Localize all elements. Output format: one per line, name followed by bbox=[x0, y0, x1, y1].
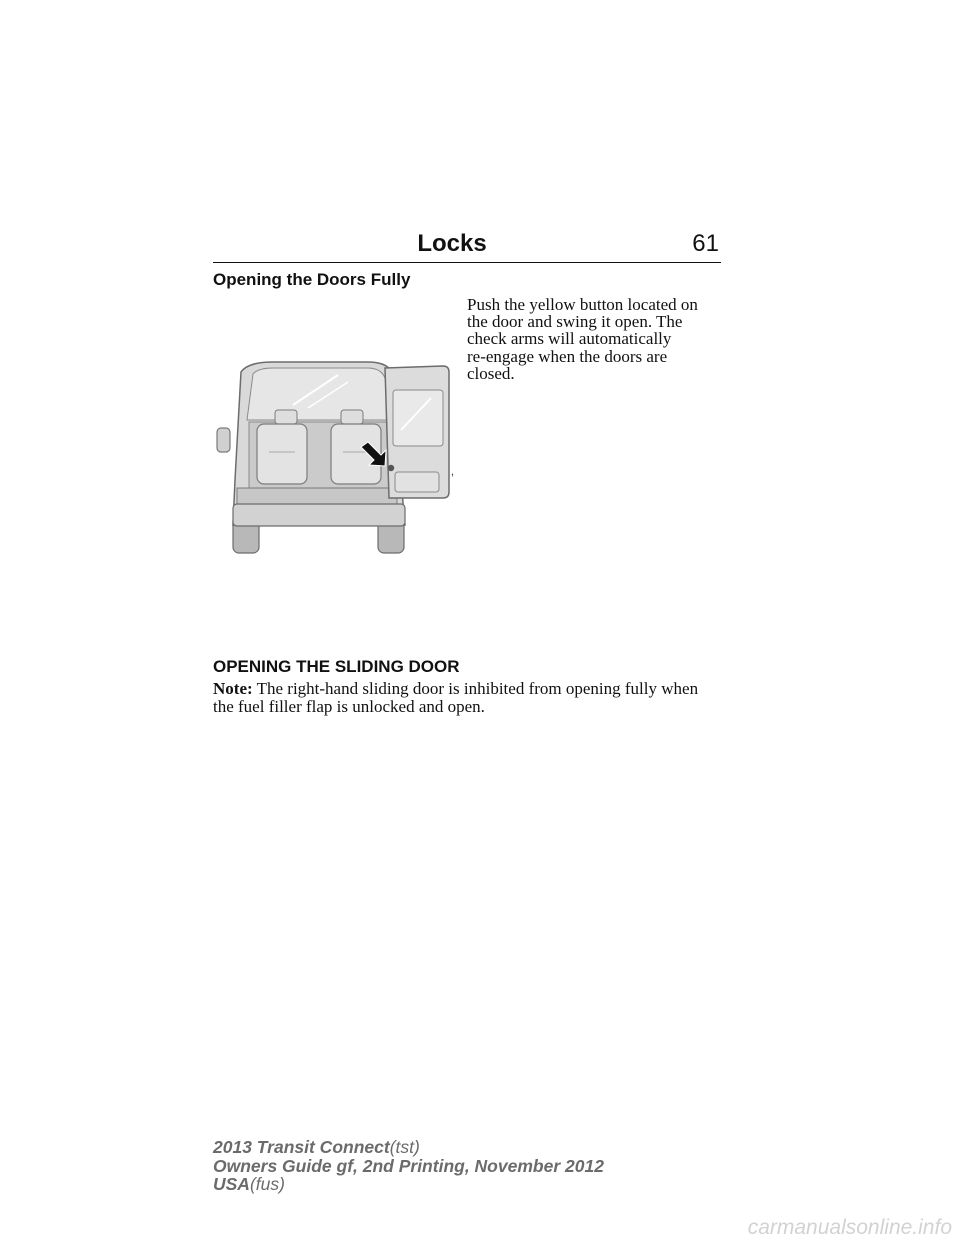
instruction-text bbox=[467, 296, 722, 382]
instruction-line: re-engage when the doors are bbox=[467, 346, 668, 366]
section-title: OPENING THE SLIDING DOOR bbox=[213, 657, 460, 676]
footer-model-code: (tst) bbox=[389, 1137, 420, 1157]
note-label: Note: bbox=[213, 679, 253, 698]
document-footer bbox=[213, 1138, 604, 1194]
watermark: carmanualsonline.info bbox=[747, 1216, 952, 1239]
footer-market-code: (fus) bbox=[249, 1174, 285, 1194]
subsection-title: Opening the Doors Fully bbox=[213, 270, 411, 289]
note-text: The right-hand sliding door is inhibited from opening fully when the fuel filler flap is unlocked and open. bbox=[213, 679, 699, 716]
footer-line-1 bbox=[213, 1138, 604, 1157]
van-rear-open-door-illustration bbox=[213, 360, 463, 560]
footer-line-3 bbox=[213, 1175, 604, 1194]
footer-market: USA bbox=[213, 1174, 250, 1194]
page-header bbox=[213, 228, 721, 263]
instruction-line: closed. bbox=[467, 363, 515, 383]
stray-mark: , bbox=[451, 466, 455, 478]
chapter-title: Locks bbox=[417, 230, 487, 257]
footer-model: 2013 Transit Connect bbox=[213, 1137, 390, 1157]
footer-line-2: Owners Guide gf, 2nd Printing, November 2012 bbox=[213, 1155, 604, 1176]
instruction-line: the door and swing it open. The bbox=[467, 312, 683, 332]
instruction-line: check arms will automatically bbox=[467, 329, 672, 349]
page-number: 61 bbox=[692, 230, 719, 257]
note-paragraph bbox=[213, 680, 723, 716]
instruction-line: Push the yellow button located on bbox=[467, 295, 698, 314]
